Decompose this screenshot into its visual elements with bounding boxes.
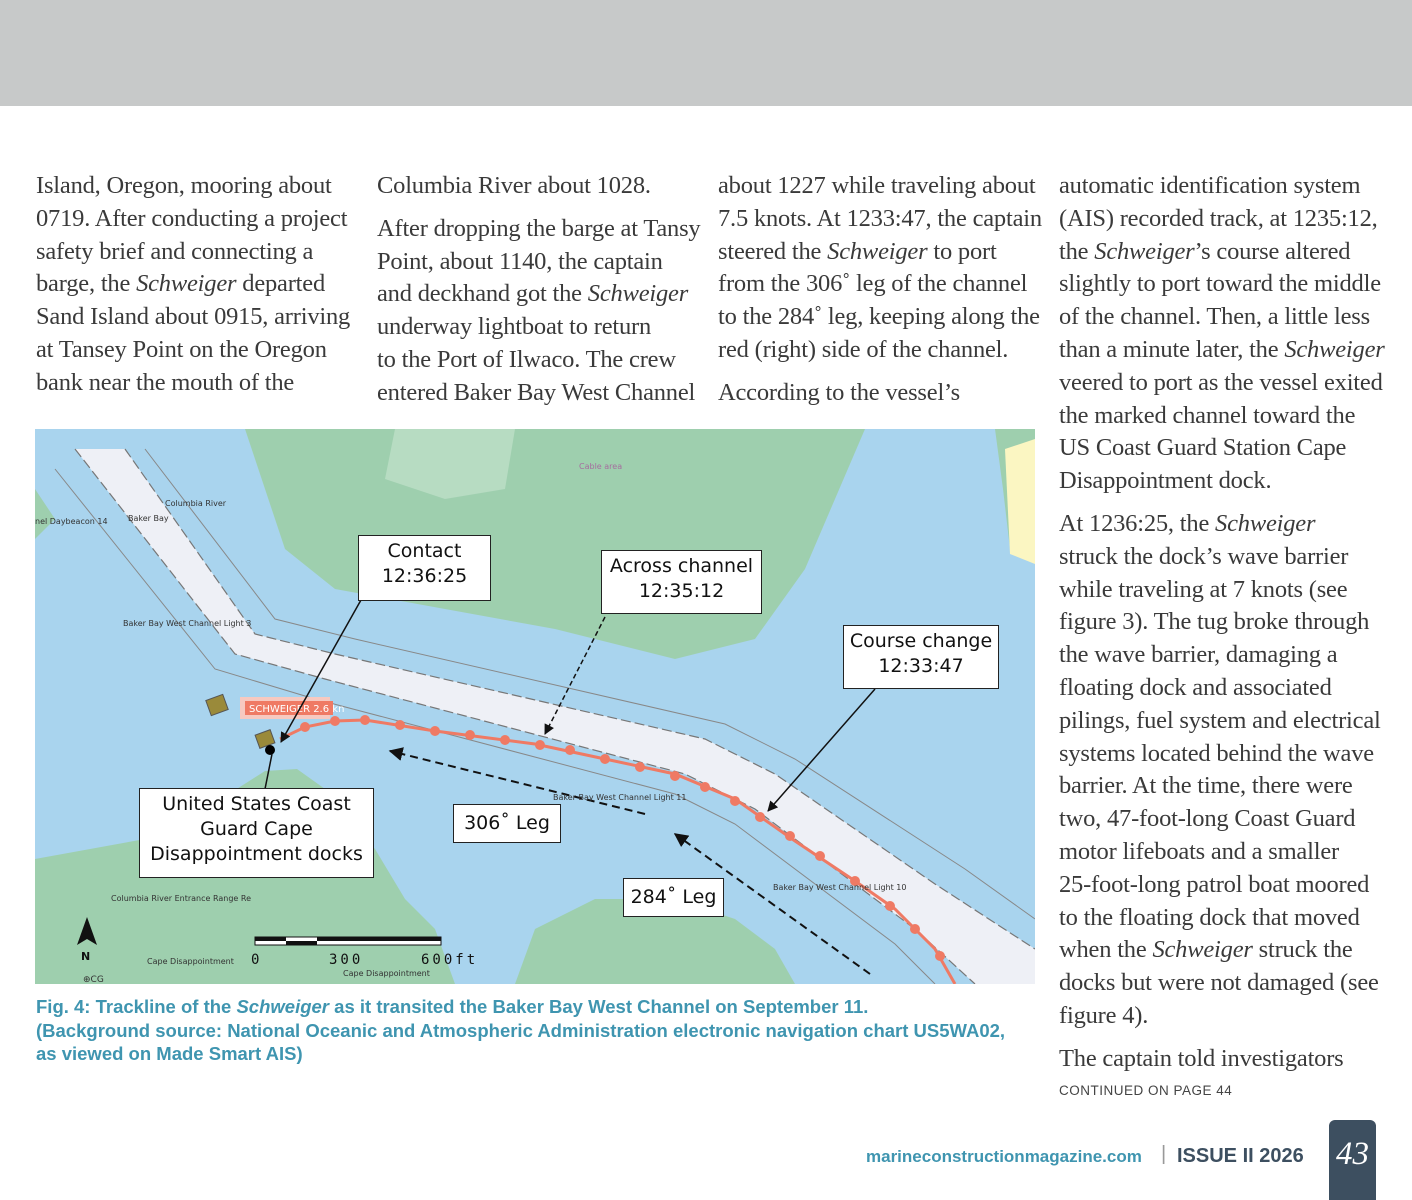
text-line: Sand Island about 0915, arriving [36,303,351,331]
text-line: automatic identification system [1059,172,1361,199]
track-point [500,735,510,745]
chart-label: ⊕CG [83,975,104,984]
scale-segment [286,941,317,945]
navigation-chart-figure [35,429,1035,984]
caption-line: as viewed on Made Smart AIS) [36,1043,303,1064]
leg-284-callout [623,878,724,917]
paragraph [377,170,697,203]
text-span: At 1236:25, the [1059,509,1216,537]
text-line: According to the vessel’s [718,378,960,406]
track-point [635,762,645,772]
text-span: than a minute later, the [1059,335,1285,363]
text-span: to port [927,237,997,265]
vessel-name: Schweiger [827,237,928,265]
caption-vessel-name: Schweiger [236,996,330,1017]
chart-label: Cape Disappointment [343,969,430,978]
track-point [935,951,945,961]
page-number-tab [1329,1120,1376,1200]
caption-line [36,995,1036,1019]
text-line: 0719. After conducting a project [36,204,348,232]
chart-label: Baker Bay West Channel Light 11 [553,793,687,802]
callout-line: United States Coast [162,793,351,815]
text-line: bank near the mouth of the [36,368,295,396]
text-line: 25-foot-long patrol boat moored [1059,870,1370,898]
caption-span: as it transited the Baker Bay West Channel on September 11. [329,996,869,1017]
vessel-name: Schweiger [587,280,689,308]
track-point [565,745,575,755]
text-line: to the floating dock that moved [1059,903,1360,931]
text-line: two, 47-foot-long Coast Guard [1059,805,1356,833]
callout-time: 12:36:25 [381,565,468,587]
chart-label: Columbia River Entrance Range Re [111,894,251,903]
callout-time: 12:33:47 [878,655,964,677]
top-header-band [0,0,1412,106]
text-line: motor lifeboats and a smaller [1059,837,1339,865]
text-span: departed [236,270,326,298]
text-line [36,268,356,301]
scale-segment [317,937,348,941]
text-line: The captain told investigators [1059,1044,1344,1072]
chart-label: Cable area [579,462,623,471]
text-line [1059,334,1389,367]
track-point [535,740,545,750]
callout-time: 12:35:12 [638,580,725,602]
track-point [360,715,370,725]
text-line: the wave barrier, damaging a [1059,641,1338,669]
text-span: and deckhand got the [377,280,588,308]
text-line: barrier. At the time, there were [1059,772,1353,800]
callout-line: Disappointment docks [150,843,363,865]
vessel-name: Schweiger [1094,237,1195,265]
text-span: ’s course altered [1194,237,1351,265]
chart-svg [35,429,1035,984]
text-line: underway lightboat to return [377,313,652,341]
text-line: to the 284˚ leg, keeping along the [718,303,1040,331]
text-line: figure 4). [1059,1001,1149,1029]
text-line: Columbia River about 1028. [377,172,651,199]
text-line [1059,236,1389,269]
vessel-name: Schweiger [1152,936,1253,964]
paragraph [1059,508,1389,1033]
text-line: pilings, fuel system and electrical [1059,706,1381,734]
text-line: the marked channel toward the [1059,401,1356,429]
chart-label: Baker Bay West Channel Light 3 [123,619,252,628]
track-point [910,924,920,934]
track-point [465,730,475,740]
callout-title: 284˚ Leg [630,886,717,908]
callout-title: 306˚ Leg [464,812,550,834]
chart-label: Baker Bay West Channel Light 10 [773,883,907,892]
text-line [718,236,1038,269]
text-span: when the [1059,936,1153,964]
paragraph [36,170,356,400]
track-point [815,851,825,861]
chart-label: Baker Bay [128,514,169,523]
contact-point [265,745,275,755]
track-point [670,771,680,781]
text-line: figure 3). The tug broke through [1059,608,1370,636]
course-change-callout [843,625,999,689]
paragraph [1059,1043,1389,1076]
article-column-3 [718,170,1042,420]
scale-segment [255,937,286,941]
text-line: of the channel. Then, a little less [1059,303,1370,331]
track-point [700,782,710,792]
text-line: After dropping the barge at Tansy [377,214,701,242]
vessel-name: Schweiger [136,270,237,298]
continued-note: CONTINUED ON PAGE 44 [1059,1083,1233,1098]
text-span: steered the [718,237,828,265]
track-point [430,726,440,736]
track-point [885,901,895,911]
text-span: barge, the [36,270,137,298]
vessel-name: Schweiger [1284,335,1385,363]
text-line: (AIS) recorded track, at 1235:12, [1059,204,1378,232]
track-point [730,796,740,806]
scale-label-0: 0 [251,952,260,968]
vessel-name: Schweiger [1215,509,1316,537]
text-line: floating dock and associated [1059,673,1332,701]
callout-title: Across channel [609,555,754,577]
text-line: at Tansey Point on the Oregon [36,335,327,363]
text-line: slightly to port toward the middle [1059,270,1381,298]
article-column-4 [1059,170,1389,1086]
scale-bar [255,937,441,945]
text-line [377,278,697,311]
text-line [1059,934,1389,967]
track-point [395,720,405,730]
text-line: veered to port as the vessel exited [1059,368,1383,396]
track-point [600,754,610,764]
text-line: from the 306˚ leg of the channel [718,270,1028,298]
text-line: systems located behind the wave [1059,739,1374,767]
caption-line: (Background source: National Oceanic and Atmospheric Administration electronic navigation chart US5WA02, [36,1019,1006,1041]
vessel-label: SCHWEIGER 2.6 kn [249,704,345,715]
callout-title: Contact [387,540,462,562]
text-line: red (right) side of the channel. [718,335,1009,363]
article-column-2 [377,170,701,420]
text-line: struck the dock’s wave barrier [1059,542,1349,570]
text-line: 7.5 knots. At 1233:47, the captain [718,204,1042,232]
text-line [1059,508,1389,541]
track-point [755,812,765,822]
chart-label: Cape Disappointment [147,957,234,966]
paragraph [1059,170,1389,498]
article-column-1 [36,170,356,410]
text-span: the [1059,237,1095,265]
north-label: N [81,950,91,963]
across-channel-callout [601,550,762,614]
paragraph [718,170,1042,367]
footer-issue: ISSUE II 2026 [1177,1145,1304,1167]
footer-site-link[interactable]: marineconstructionmagazine.com [866,1147,1142,1166]
text-line: docks but were not damaged (see [1059,969,1379,997]
figure-caption [36,995,1036,1066]
track-point [300,722,310,732]
text-line: entered Baker Bay West Channel [377,378,696,406]
text-line: about 1227 while traveling about [718,172,1036,199]
chart-label: nel Daybeacon 14 [35,517,108,526]
text-line: Point, about 1140, the captain [377,247,663,275]
footer-separator: | [1161,1143,1167,1165]
text-line: safety brief and connecting a [36,237,314,265]
page-number: 43 [1336,1136,1369,1172]
track-point [330,716,340,726]
scale-segment [348,937,441,941]
text-line: US Coast Guard Station Cape [1059,434,1347,462]
callout-title: Course change [849,630,993,652]
coast-guard-docks-callout [139,788,374,878]
leg-306-callout [453,804,561,843]
text-line: to the Port of Ilwaco. The crew [377,345,676,373]
paragraph [377,213,701,410]
callout-line: Guard Cape [200,818,313,840]
text-span: struck the [1252,936,1353,964]
scale-label-300: 300 [329,952,364,968]
paragraph [718,377,1038,410]
contact-callout [358,535,491,601]
scale-label-600: 600ft [421,952,479,968]
caption-span: Fig. 4: Trackline of the [36,996,237,1017]
track-point [785,831,795,841]
chart-label: Columbia River [165,499,227,508]
text-line: while traveling at 7 knots (see [1059,575,1348,603]
text-line: Disappointment dock. [1059,467,1272,495]
text-line: Island, Oregon, mooring about [36,172,332,199]
